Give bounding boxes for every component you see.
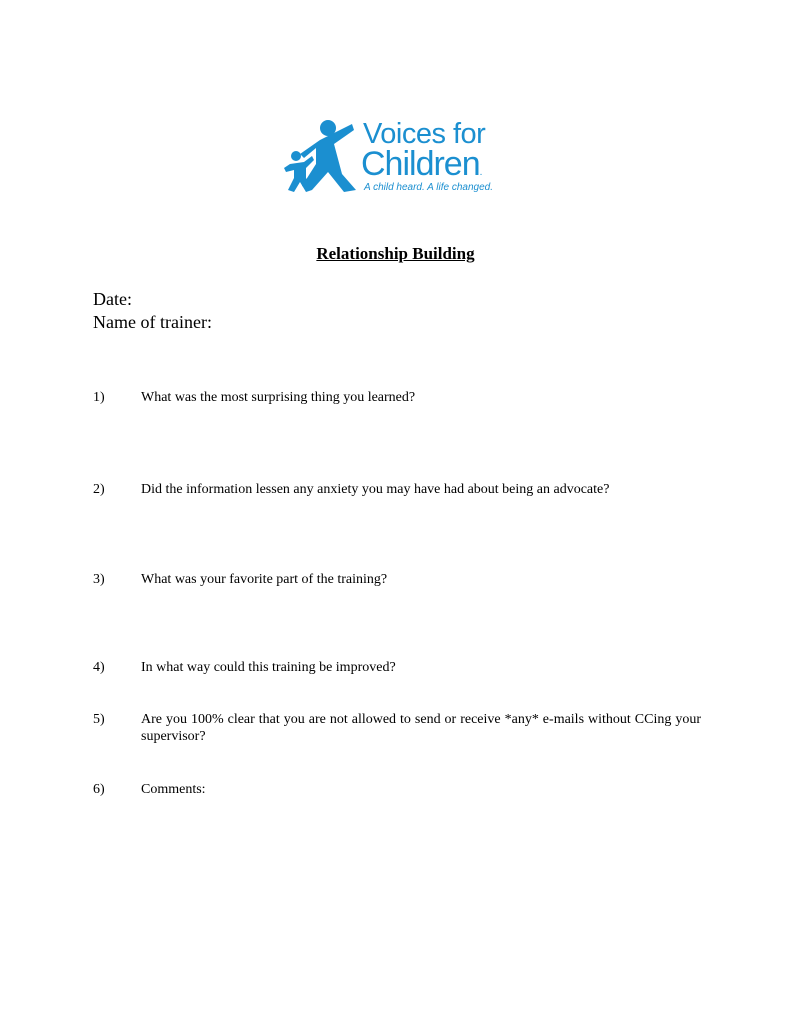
- page-title: Relationship Building: [316, 244, 475, 263]
- question-1-number: 1): [93, 390, 105, 405]
- question-6-number: 6): [93, 782, 105, 797]
- date-label: Date:: [93, 289, 132, 309]
- logo-tagline: A child heard. A life changed.: [364, 182, 493, 193]
- question-2-text: Did the information lessen any anxiety you may have had about being an advocate?: [141, 482, 610, 497]
- question-3-number: 3): [93, 572, 105, 587]
- logo-text-voices-for: Voices for: [363, 118, 486, 150]
- voices-for-children-logo: [282, 118, 508, 198]
- question-3-text: What was your favorite part of the training?: [141, 572, 388, 587]
- question-2-number: 2): [93, 482, 105, 497]
- logo-trademark: .: [479, 167, 482, 178]
- trainer-label: Name of trainer:: [93, 312, 212, 332]
- question-4-text: In what way could this training be improved?: [141, 660, 396, 675]
- logo-text-children: Children.: [361, 145, 482, 183]
- question-6-text: Comments:: [141, 782, 206, 797]
- child-figures-icon: [282, 118, 362, 198]
- question-1-text: What was the most surprising thing you learned?: [141, 390, 416, 405]
- question-5-number: 5): [93, 712, 105, 727]
- question-4-number: 4): [93, 660, 105, 675]
- question-5-text: Are you 100% clear that you are not allowed to send or receive *any* e-mails without CCing your supervisor?: [141, 712, 701, 744]
